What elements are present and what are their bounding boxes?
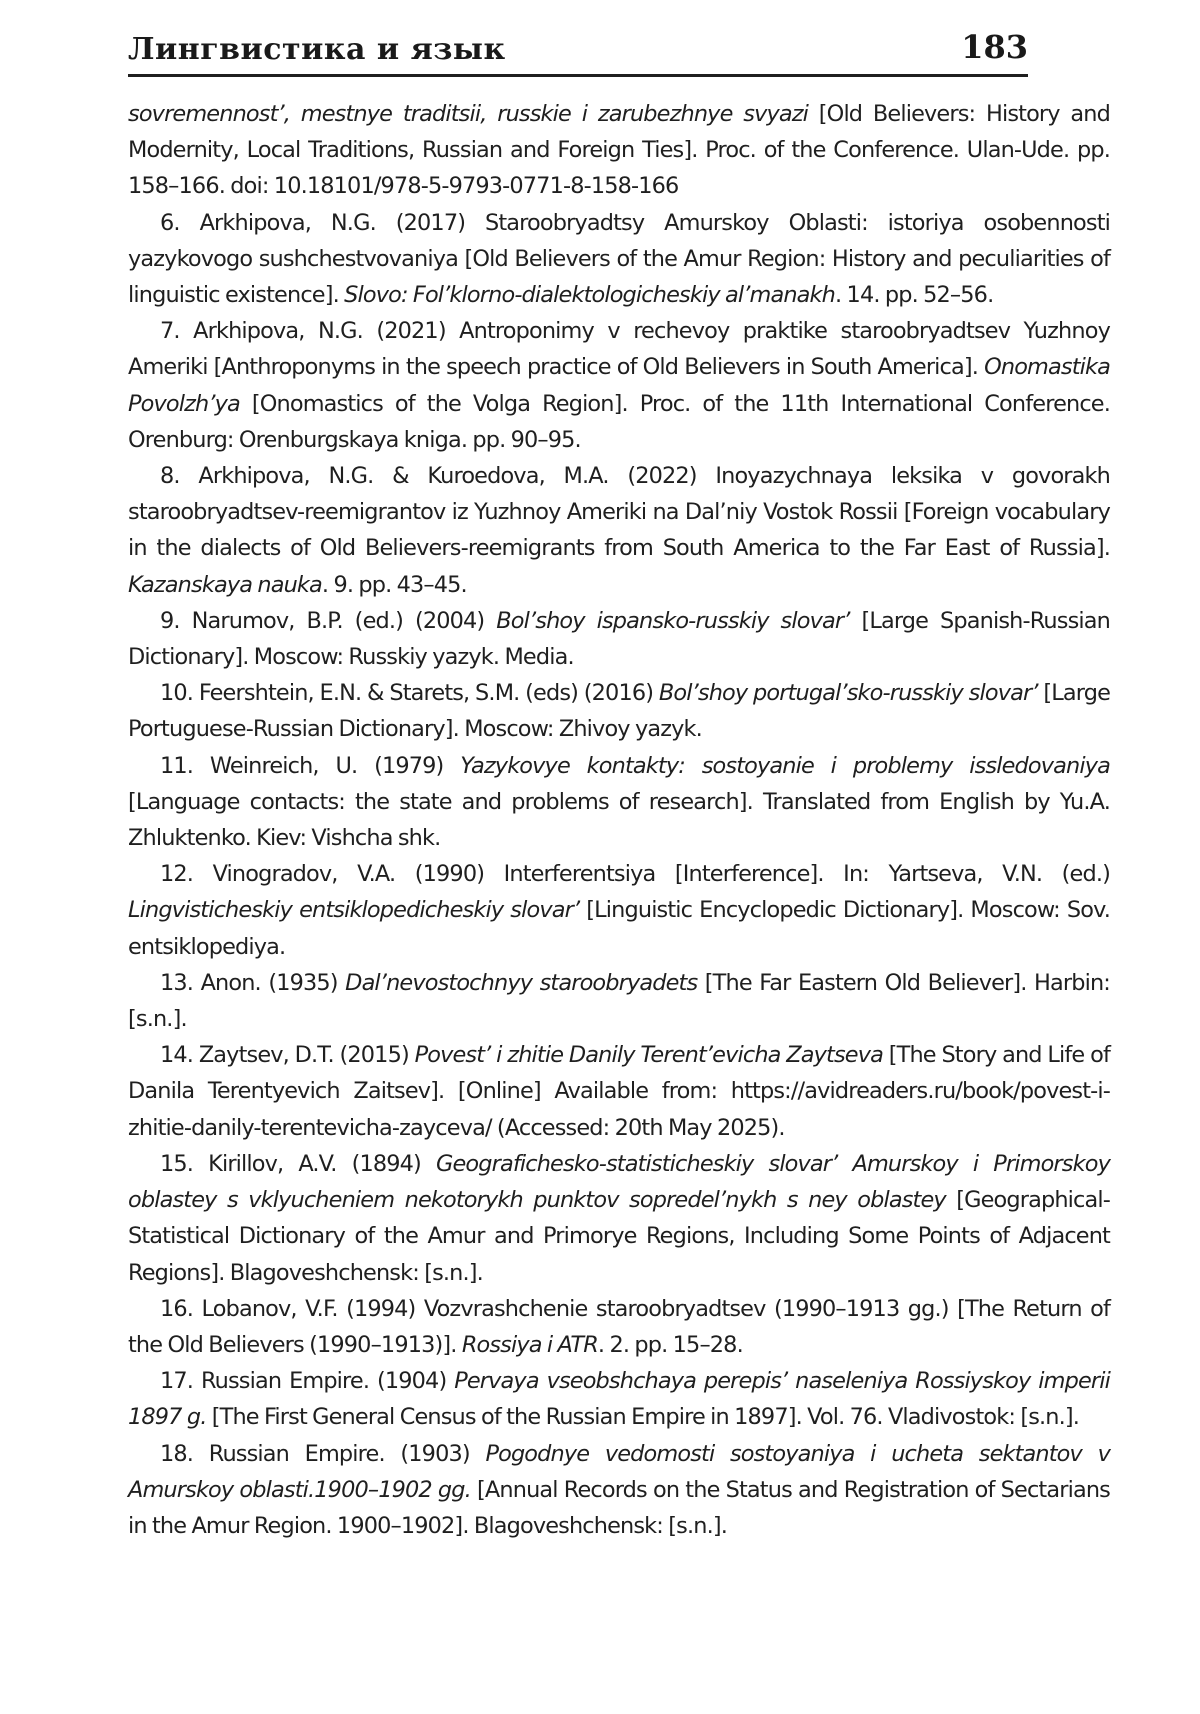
reference-item	[128, 1436, 1110, 1545]
reference-item	[128, 675, 1110, 747]
reference-text: Russian Empire. (1904)	[200, 1368, 455, 1395]
reference-number: 11.	[160, 752, 194, 779]
reference-text: [The First General Census of the Russian Empire in 1897]. Vol. 76. Vladivostok: [s.n.].	[206, 1404, 1080, 1431]
reference-text: Weinreich, U. (1979)	[209, 752, 461, 779]
reference-title-italic: Bol’shoy portugal’sko-russkiy slovar’	[658, 680, 1038, 707]
reference-number: 7.	[160, 318, 180, 345]
reference-number: 17.	[160, 1368, 194, 1395]
reference-text: . 14. pp. 52–56.	[835, 282, 994, 309]
reference-text: Vinogradov, V.A. (1990) Interferentsiya [Interference]. In: Yartseva, V.N. (ed.)	[212, 861, 1110, 888]
reference-text: [Old Believers: History and Modernity, Local Traditions, Russian and Foreign Ties]. Proc. of the Conference. Ulan-Ude. pp. 158–166. doi: 10.18101/978-5-9793-0771-8-158-166	[128, 101, 1110, 200]
page-number: 183	[961, 28, 1028, 66]
reference-item	[128, 856, 1110, 965]
reference-number: 12.	[160, 861, 194, 888]
reference-text: [Large Portuguese-Russian Dictionary]. Moscow: Zhivoy yazyk.	[128, 680, 1110, 743]
reference-text: Russian Empire. (1903)	[208, 1440, 486, 1467]
reference-title-italic: Lingvisticheskiy entsiklopedicheskiy slovar’	[128, 897, 580, 924]
reference-title-italic: Bol’shoy ispansko-russkiy slovar’	[496, 607, 850, 634]
reference-number: 18.	[160, 1440, 194, 1467]
reference-title-italic: Pogodnye vedomosti sostoyaniya i ucheta sektantov v Amurskoy oblasti.1900–1902 gg.	[128, 1440, 1111, 1503]
reference-title-italic: Yazykovye kontakty: sostoyanie i problemy issledovaniya	[460, 752, 1110, 779]
reference-title-italic: Rossiya i ATR	[461, 1331, 598, 1358]
reference-title-italic: sovremennost’, mestnye traditsii, russkie i zarubezhnye svyazi	[128, 101, 809, 127]
reference-text: Lobanov, V.F. (1994) Vozvrashchenie staroobryadtsev (1990–1913 gg.) [The Return of the Old Believers (1990–1913)].	[128, 1295, 1110, 1358]
reference-title-italic: Kazanskaya nauka	[128, 571, 322, 598]
reference-number: 8.	[160, 463, 180, 490]
reference-number: 14.	[160, 1042, 194, 1069]
reference-text: Narumov, B.P. (ed.) (2004)	[191, 607, 497, 634]
reference-item	[128, 1363, 1110, 1435]
reference-title-italic: Geografichesko-statisticheskiy slovar’ Amurskoy i Primorskoy oblastey s vklyucheniem nekotorykh punktov sopredel’nykh s ney oblastey	[128, 1150, 1110, 1214]
reference-title-italic: Dal’nevostochnyy staroobryadets	[345, 969, 698, 996]
reference-title-italic: Povest’ i zhitie Danily Terent’evicha Zaytseva	[414, 1042, 883, 1069]
reference-text: [Linguistic Encyclopedic Dictionary]. Moscow: Sov. entsiklopediya.	[128, 897, 1110, 960]
reference-list	[128, 96, 1110, 1544]
reference-continuation	[128, 96, 1110, 205]
reference-text: Zaytsev, D.T. (2015)	[198, 1042, 415, 1069]
reference-text: Arkhipova, N.G. (2017) Staroobryadtsy Amurskoy Oblasti: istoriya osobennosti yazykovogo sushchestvovaniya [Old Believers of the Amur Region: History and peculiarities of linguistic existence].	[128, 209, 1110, 309]
reference-title-italic: Pervaya vseobshchaya perepis’ naseleniya Rossiyskoy imperii 1897 g.	[128, 1368, 1110, 1431]
reference-text: Anon. (1935)	[200, 969, 346, 996]
reference-text: [Onomastics of the Volga Region]. Proc. of the 11th International Conference. Orenburg: Orenburgskaya kniga. pp. 90–95.	[128, 390, 1110, 453]
reference-item	[128, 313, 1110, 458]
reference-text: Arkhipova, N.G. (2021) Antroponimy v rechevoy praktike staroobryadtsev Yuzhnoy Ameriki [Anthroponyms in the speech practice of Old Believers in South America].	[128, 318, 1110, 381]
header-rule	[128, 74, 1028, 77]
reference-number: 15.	[160, 1150, 194, 1177]
reference-text: [Language contacts: the state and problems of research]. Translated from English by Yu.A. Zhluktenko. Kiev: Vishcha shk.	[128, 788, 1110, 852]
reference-number: 16.	[160, 1295, 194, 1322]
reference-text: [The Story and Life of Danila Terentyevich Zaitsev]. [Online] Available from: https://avidreaders.ru/book/povest-i-zhitie-danily-terentevicha-zayceva/ (Accessed: 20th May 2025).	[128, 1042, 1110, 1141]
reference-text: [Annual Records on the Status and Registration of Sectarians in the Amur Region. 1900–1902]. Blagoveshchensk: [s.n.].	[128, 1476, 1110, 1539]
reference-item	[128, 1037, 1110, 1146]
reference-text: . 9. pp. 43–45.	[321, 571, 467, 598]
running-head: Лингвистика и язык	[128, 32, 506, 67]
reference-text: [Geographical-Statistical Dictionary of the Amur and Primorye Regions, Including Some Points of Adjacent Regions]. Blagoveshchensk: [s.n.].	[128, 1187, 1110, 1286]
reference-title-italic: Onomastika Povolzh’ya	[128, 354, 1110, 417]
reference-number: 9.	[160, 607, 180, 634]
reference-text: [Large Spanish-Russian Dictionary]. Moscow: Russkiy yazyk. Media.	[128, 607, 1110, 671]
reference-item	[128, 965, 1110, 1037]
reference-item	[128, 1291, 1110, 1363]
reference-text: Kirillov, A.V. (1894)	[208, 1150, 436, 1177]
reference-number: 10.	[160, 680, 194, 707]
reference-title-italic: Slovo: Fol’klorno-dialektologicheskiy al’manakh	[344, 282, 836, 309]
reference-text: Arkhipova, N.G. & Kuroedova, M.A. (2022) Inoyazychnaya leksika v govorakh staroobryadtsev-reemigrantov iz Yuzhnoy Ameriki na Dal’niy Vostok Rossii [Foreign vocabulary in the dialects of Old Believers-reemigrants from South America to the Far East of Russia].	[128, 463, 1110, 562]
reference-item	[128, 603, 1110, 675]
reference-text: [The Far Eastern Old Believer]. Harbin: [s.n.].	[128, 969, 1110, 1033]
reference-item	[128, 458, 1110, 603]
reference-text: . 2. pp. 15–28.	[597, 1331, 743, 1358]
reference-item	[128, 748, 1110, 857]
reference-text: Feershtein, E.N. & Starets, S.M. (eds) (2016)	[198, 680, 659, 707]
reference-item	[128, 205, 1110, 314]
reference-item	[128, 1146, 1110, 1291]
reference-number: 13.	[160, 969, 194, 996]
reference-number: 6.	[160, 209, 180, 236]
